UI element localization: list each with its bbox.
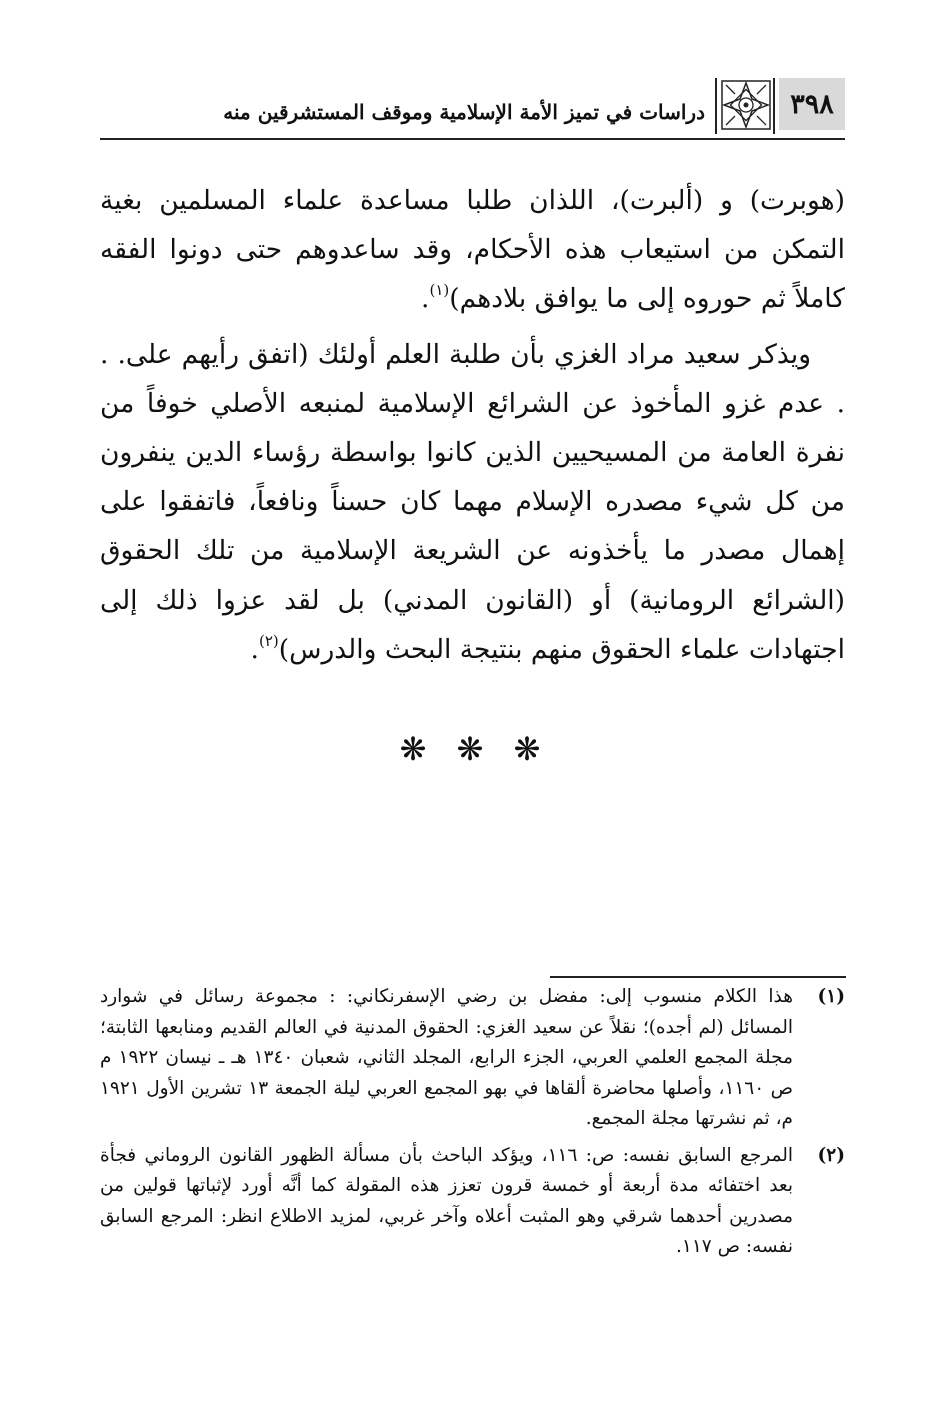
footnote-number: (١) [817,986,845,1007]
paragraph-text: ويذكر سعيد مراد الغزي بأن طلبة العلم أولئك (اتفق رأيهم على. . . عدم غزو المأخوذ عن الشرائع الإسلامية لمنبعه الأصلي خوفاً من نفرة العامة من المسيحيين الذين كانوا بواسطة رؤساء الدين ينفرون من كل شيء مصدره الإسلام مهما كان حسناً ونافعاً، فاتفقوا على إهمال مصدر ما يأخذونه عن الشريعة الإسلامية من تلك الحقوق (الشرائع الرومانية) أو (القانون المدني) بل لقد عزوا ذلك إلى اجتهادات علماء الحقوق منهم بنتيجة البحث والدرس) [100,338,845,665]
footnotes [100,982,845,1263]
page-header [100,78,845,142]
header-divider [715,78,717,134]
paragraph [100,330,845,674]
sentence-end: . [421,283,430,315]
geometric-ornament-icon [721,80,771,130]
footnote-rule [550,976,846,978]
paragraph-text: (هوبرت) و (ألبرت)، اللذان طلبا مساعدة علماء المسلمين بغية التمكن من استيعاب هذه الأحكام، وقد ساعدوهم حتى دونوا الفقه كاملاً ثم حوروه إلى ما يوافق بلادهم) [100,185,845,315]
page-number: ٣٩٨ [779,78,845,130]
footnote [100,1141,845,1263]
footnote-text: هذا الكلام منسوب إلى: مفضل بن رضي الإسفرنكاني: : مجموعة رسائل في شوارد المسائل (لم أجده)؛ نقلاً عن سعيد الغزي: الحقوق المدنية في العالم القديم ومنابعها الثابتة؛ مجلة المجمع العلمي العربي، الجزء الرابع، المجلد الثاني، شعبان ١٣٤٠ هـ ـ نيسان ١٩٢٢ م ص ١١٦٠، وأصلها محاضرة ألقاها في بهو المجمع العربي ليلة الجمعة ١٣ تشرين الأول ١٩٢١ م، ثم نشرتها مجلة المجمع. [100,986,793,1129]
footnote-number: (٢) [817,1144,845,1166]
footnote [100,982,845,1135]
running-title: دراسات في تميز الأمة الإسلامية وموقف المستشرقين منه [223,100,705,124]
header-divider [773,78,775,134]
footnote-text: المرجع السابق نفسه: ص: ١١٦، ويؤكد الباحث بأن مسألة الظهور القانون الروماني فجأة بعد اختفائه مدة أربعة أو خمسة قرون تعزز هذه المقولة كما أنَّه أورد لإثباتها قولين من مصدرين أحدهما شرقي وهو المثبت أعلاه وآخر غربي، لمزيد الاطلاع انظر: المرجع السابق نفسه: ص ١١٧. [100,1144,793,1257]
paragraph [100,176,845,324]
main-text [100,176,845,674]
footnote-ref[interactable]: (٢) [258,631,279,650]
footnote-ref[interactable]: (١) [429,281,450,300]
section-separator: ❋ ❋ ❋ [399,730,551,768]
sentence-end: . [250,633,259,665]
header-rule [100,138,845,140]
